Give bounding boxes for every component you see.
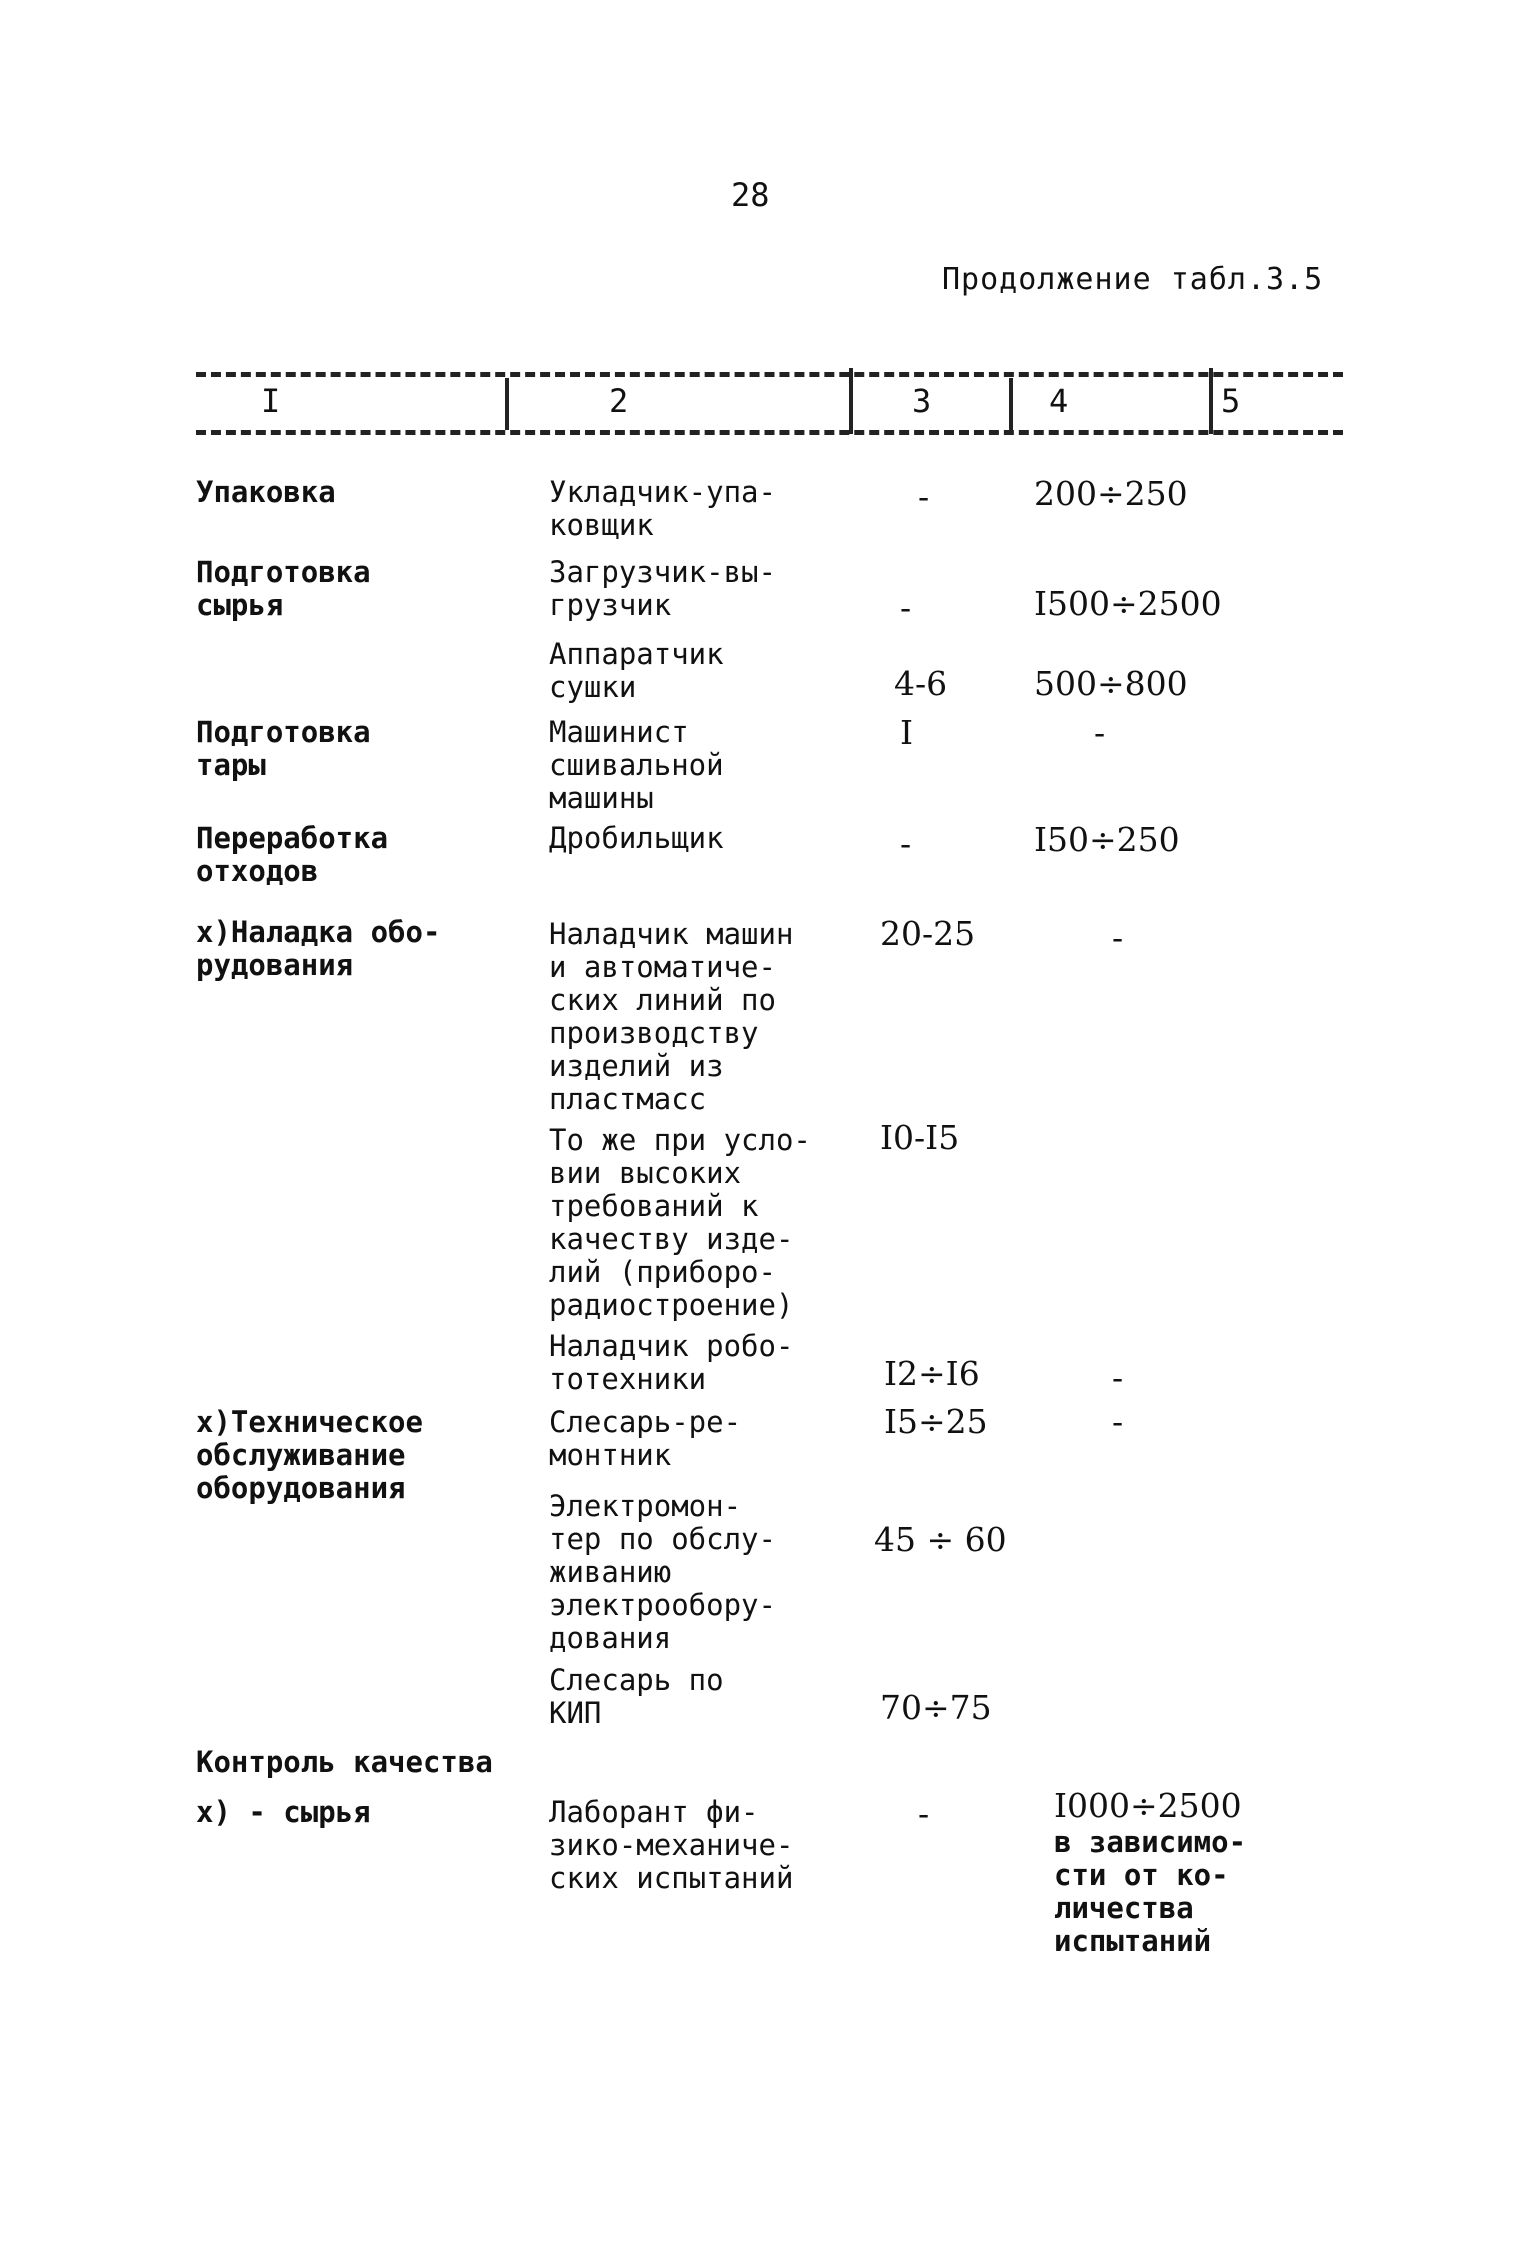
col-separator-4 <box>1209 368 1213 434</box>
header-col-5: 5 <box>1221 382 1241 420</box>
table-row-col3: I <box>900 713 914 752</box>
table-row-profession: Дробильщик <box>549 821 724 855</box>
table-row-col3: 20-25 <box>880 914 976 953</box>
table-row-work-type: Упаковка <box>196 475 336 509</box>
table-row-col3: 45 ÷ 60 <box>874 1520 1007 1559</box>
table-row-col3: 4-6 <box>894 664 948 703</box>
table-row-col4: - <box>1112 918 1124 957</box>
table-row-work-type: х) - сырья <box>196 1795 371 1829</box>
table-row-col3: I0-I5 <box>880 1118 960 1157</box>
table-row-col4: - <box>1112 1402 1124 1441</box>
header-top-line <box>196 372 1343 377</box>
table-row-col4: I50÷250 <box>1034 820 1180 859</box>
table-row-profession: Слесарь-ре- монтник <box>549 1405 742 1472</box>
header-col-1: I <box>261 382 281 420</box>
table-row-col3: - <box>900 588 912 627</box>
table-row-col4: I000÷2500 <box>1054 1786 1242 1825</box>
header-col-3: 3 <box>912 382 932 420</box>
table-row-col3: I2÷I6 <box>884 1354 980 1393</box>
table-row-profession: Наладчик машин и автоматиче- ских линий по производству изделий из пластмасс <box>549 917 794 1116</box>
header-bottom-line <box>196 430 1343 435</box>
table-row-profession: Электромон- тер по обслу- живанию электрообору- дования <box>549 1489 776 1655</box>
table-row-col4: - <box>1112 1358 1124 1397</box>
table-row-profession: То же при усло- вии высоких требований к качеству изде- лий (приборо- радиостроение) <box>549 1123 811 1322</box>
table-row-work-type: х)Наладка обо- рудования <box>196 915 441 982</box>
table-row-col4: 200÷250 <box>1034 474 1188 513</box>
table-row-profession: Наладчик робо- тотехники <box>549 1329 794 1396</box>
table-row-profession: Машинист сшивальной машины <box>549 715 724 815</box>
table-row-col3: - <box>918 1794 930 1833</box>
table-row-work-type: Подготовка тары <box>196 715 371 782</box>
table-row-profession: Лаборант фи- зико-механиче- ских испытаний <box>549 1795 794 1895</box>
col-separator-1 <box>505 378 509 430</box>
header-col-2: 2 <box>609 382 629 420</box>
col-separator-3 <box>1009 378 1013 430</box>
table-row-col3: - <box>900 824 912 863</box>
col-separator-2 <box>849 368 853 434</box>
table-row-work-type: х)Техническое обслуживание оборудования <box>196 1405 423 1505</box>
table-row-profession: Аппаратчик сушки <box>549 637 724 704</box>
table-continuation-caption: Продолжение табл.3.5 <box>942 262 1324 297</box>
table-row-col3: - <box>918 477 930 516</box>
section-heading-quality-control: Контроль качества <box>196 1745 493 1779</box>
table-row-col3: I5÷25 <box>884 1402 988 1441</box>
table-row-col4: I500÷2500 <box>1034 584 1222 623</box>
table-row-work-type: Подготовка сырья <box>196 555 371 622</box>
table-row-profession: Слесарь по КИП <box>549 1663 724 1730</box>
table-row-work-type: Переработка отходов <box>196 821 389 888</box>
table-row-col4-note: в зависимо- сти от ко- личества испытаний <box>1054 1825 1247 1958</box>
page-number: 28 <box>731 176 770 214</box>
table-row-col4: - <box>1094 713 1106 752</box>
table-row-profession: Загрузчик-вы- грузчик <box>549 555 776 622</box>
header-col-4: 4 <box>1049 382 1069 420</box>
table-row-profession: Укладчик-упа- ковщик <box>549 475 776 542</box>
table-row-col4: 500÷800 <box>1034 664 1188 703</box>
table-row-col3: 70÷75 <box>880 1688 992 1727</box>
